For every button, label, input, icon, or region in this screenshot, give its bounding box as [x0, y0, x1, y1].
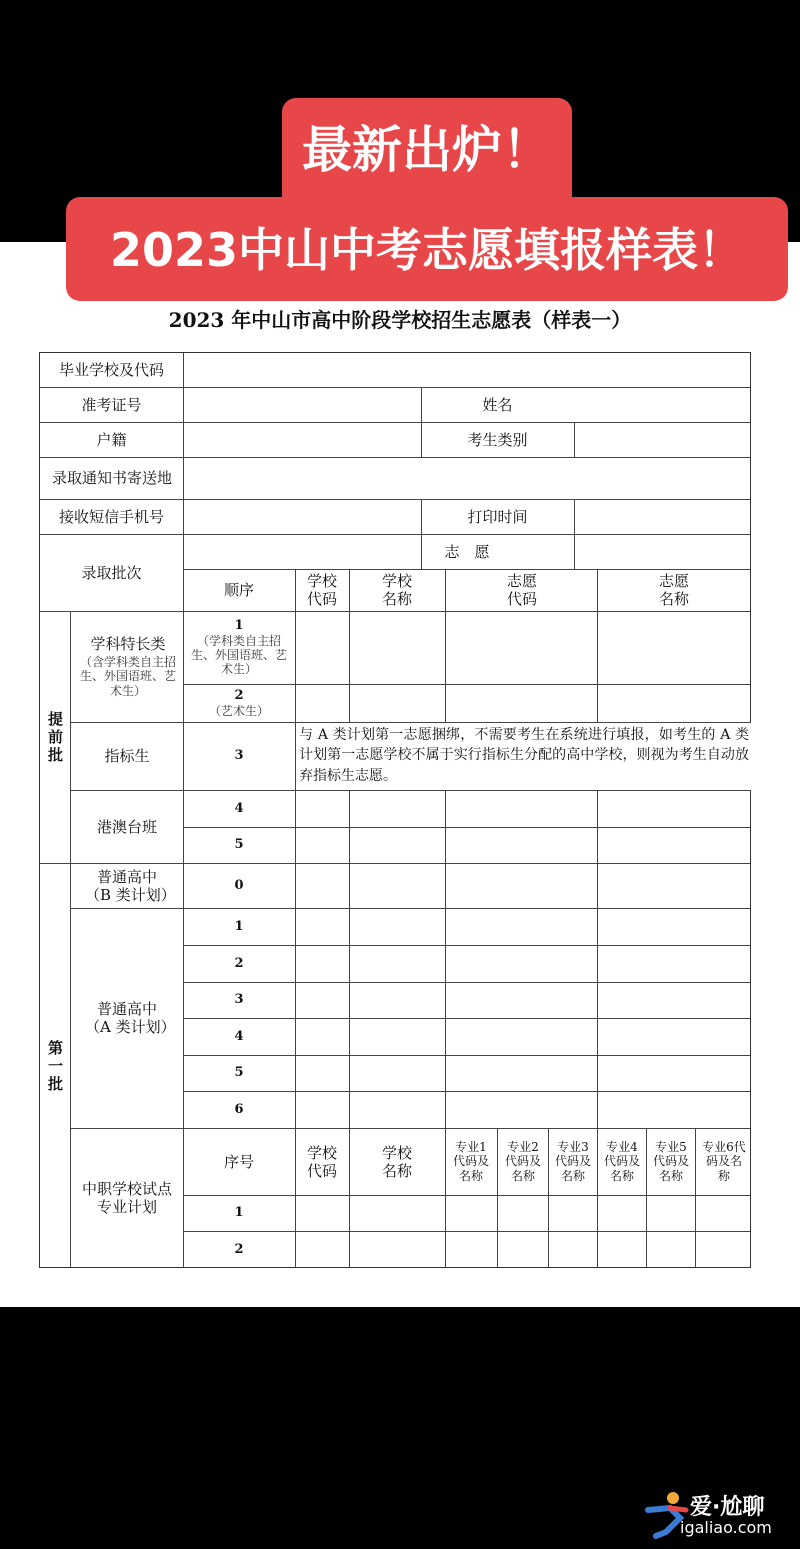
banner-title: 2023中山中考志愿填报样表！ [66, 197, 788, 301]
col-wish-code: 志愿代码 [506, 572, 537, 608]
col-school-code: 学校代码 [306, 1143, 337, 1180]
col-major-5: 专业5代码及名称 [652, 1139, 689, 1183]
col-wish-name: 志愿名称 [658, 572, 689, 608]
label-candidate-type: 考生类别 [467, 430, 528, 449]
row-1-number: 1 [234, 618, 244, 634]
document-title: 2023 年中山市高中阶段学校招生志愿表（样表一） [168, 308, 632, 332]
col-major-1: 专业1代码及名称 [452, 1139, 489, 1183]
label-sms-phone: 接收短信手机号 [58, 507, 164, 526]
col-major-2: 专业2代码及名称 [504, 1139, 541, 1183]
col-order: 顺序 [223, 581, 254, 599]
col-major-4: 专业4代码及名称 [603, 1139, 640, 1183]
watermark-title: 爱·尬聊 [690, 1495, 765, 1520]
subject-special-cell [76, 611, 180, 722]
row-2-note: （艺术生） [208, 703, 269, 718]
a-plan-row-number: 6 [234, 1101, 244, 1117]
col-school-name: 学校名称 [381, 572, 412, 608]
row-1-cell [188, 611, 290, 684]
label-household: 户籍 [96, 430, 127, 449]
col-sequence: 序号 [223, 1152, 254, 1171]
col-school-code: 学校代码 [306, 572, 337, 608]
col-major-3: 专业3代码及名称 [554, 1139, 591, 1183]
vocational-row-number: 1 [234, 1205, 244, 1221]
label-name: 姓名 [482, 395, 513, 414]
label-hmt-class: 港澳台班 [96, 817, 157, 836]
watermark-url: igaliao.com [680, 1518, 772, 1537]
label-subject-special: 学科特长类 [90, 634, 166, 653]
application-form-table [39, 352, 751, 1268]
a-plan-row-number: 2 [234, 955, 244, 971]
row-2-cell [188, 684, 290, 722]
row-1-note: （学科类自主招生、外国语班、艺术生） [190, 633, 287, 677]
subject-special-note: （含学科类自主招生、外国语班、艺术生） [79, 654, 176, 698]
row-2-number: 2 [234, 688, 244, 703]
label-b-plan: 普通高中（B 类计划） [85, 867, 176, 904]
label-graduate-school: 毕业学校及代码 [58, 361, 164, 379]
label-vocational-plan: 中职学校试点专业计划 [81, 1180, 172, 1216]
b-plan-number: 0 [234, 877, 244, 893]
quota-note: 与 A 类计划第一志愿捆绑，不需要考生在系统进行填报，如考生的 A 类计划第一志愿学校不属于实行指标生分配的高中学校，则视为考生自动放弃指标生志愿。 [299, 727, 749, 784]
a-plan-row-number: 5 [234, 1065, 244, 1081]
label-wish: 志 愿 [444, 542, 490, 561]
hmt-row-number: 5 [234, 837, 244, 853]
label-exam-number: 准考证号 [81, 395, 142, 414]
a-plan-row-number: 3 [234, 992, 244, 1008]
label-early-batch: 提前批 [47, 710, 63, 764]
col-school-name: 学校名称 [381, 1143, 412, 1180]
col-major-6: 专业6代码及名称 [702, 1139, 746, 1183]
label-quota: 指标生 [104, 747, 150, 765]
label-a-plan: 普通高中（A 类计划） [85, 1000, 176, 1036]
label-batch: 录取批次 [81, 563, 142, 582]
hmt-row-number: 4 [234, 800, 244, 816]
label-print-time: 打印时间 [467, 507, 528, 526]
quota-number: 3 [234, 748, 244, 764]
banner-headline: 最新出炉！ [282, 98, 572, 210]
label-first-batch: 第一批 [47, 1038, 63, 1093]
label-mail-address: 录取通知书寄送地 [51, 469, 172, 487]
a-plan-row-number: 4 [234, 1028, 244, 1044]
vocational-row-number: 2 [234, 1241, 244, 1257]
a-plan-row-number: 1 [234, 918, 244, 934]
